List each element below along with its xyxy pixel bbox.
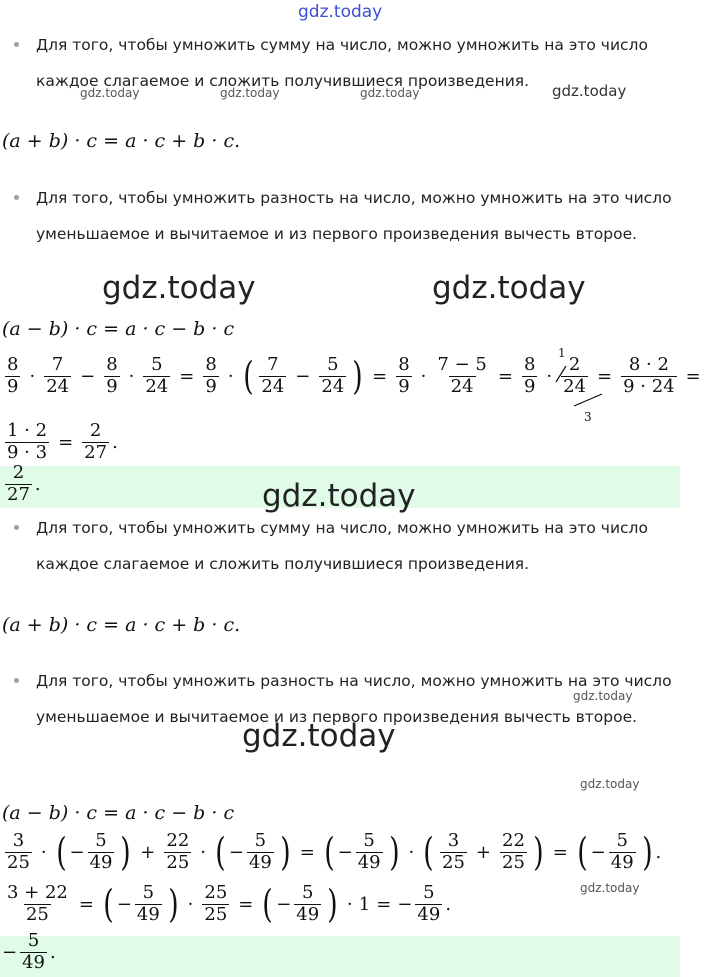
formula-sum: (a + b) · c = a · c + b · c.	[2, 130, 241, 152]
watermark-large: gdz.today	[432, 270, 586, 306]
fraction: $\frac{1 \cdot 2}{9 \cdot 3}$	[7, 420, 48, 463]
rule-sum-bullet	[0, 510, 680, 582]
fraction: $\frac{2}{27}$	[84, 420, 108, 463]
rule-diff-bullet	[0, 663, 680, 771]
cancel-index-top: 1	[558, 346, 566, 360]
fraction: $\frac{5}{49}$	[357, 830, 381, 873]
fraction: $\frac{3}{25}$	[442, 830, 465, 873]
watermark-medium: gdz.today	[552, 82, 627, 100]
rule-diff-text: Для того, чтобы умножить разность на число, можно умножить на это число уменьшаемое и вычитаемое и из первого произведения вычесть второе.	[36, 189, 672, 243]
fraction: $\frac{2}{24}$	[563, 354, 587, 397]
calc-row-2: $\frac{1 \cdot 2}{9 \cdot 3}$ = $\frac{2}{27}$ .	[7, 420, 118, 463]
answer-1: $\frac{2}{27}$ .	[7, 462, 41, 505]
watermark-top: gdz.today	[298, 2, 383, 22]
fraction: $\frac{8}{9}$	[205, 354, 217, 397]
formula-sum: (a + b) · c = a · c + b · c.	[2, 614, 241, 636]
calc-row-1: $\frac{8}{9}$ · $\frac{7}{24}$ − $\frac{8}{9}$ · $\frac{5}{24}$ = $\frac{8}{9}$ · ( $\frac{7}{24}$ − $\frac{5}{24}$ ) = $\frac{8}{9}$ · $\frac{7 - 5}{24}$ = $\frac{8}{9}$ · $\frac{2}{24}$ = $\frac{8 \cdot 2}{9 \cdot 24}$ =	[7, 354, 701, 399]
watermark-large: gdz.today	[262, 478, 416, 514]
fraction: $\frac{8}{9}$	[106, 354, 118, 397]
fraction: $\frac{5}{49}$	[296, 882, 320, 925]
watermark-small: gdz.today	[80, 86, 140, 100]
bullet-dot	[14, 42, 19, 47]
fraction: $\frac{5}{49}$	[22, 930, 45, 973]
watermark-small: gdz.today	[220, 86, 280, 100]
fraction: $\frac{7 - 5}{24}$	[437, 354, 487, 397]
fraction: $\frac{2}{27}$	[7, 462, 30, 505]
fraction: $\frac{5}{24}$	[321, 354, 345, 397]
fraction: $\frac{5}{49}$	[248, 830, 272, 873]
fraction: $\frac{22}{25}$	[502, 830, 525, 873]
fraction: $\frac{5}{49}$	[417, 882, 441, 925]
cancel-index-bottom: 3	[584, 410, 592, 424]
rule-diff-text: Для того, чтобы умножить разность на число, можно умножить на это число уменьшаемое и вычитаемое и из первого произведения вычесть второе.	[36, 672, 672, 726]
fraction: $\frac{8}{9}$	[523, 354, 536, 397]
bullet-dot	[14, 525, 19, 530]
fraction: $\frac{25}{25}$	[204, 882, 228, 925]
answer-box	[0, 936, 680, 977]
bullet-dot	[14, 678, 19, 683]
fraction: $\frac{3}{25}$	[7, 830, 30, 873]
formula-diff: (a − b) · c = a · c − b · c	[2, 802, 235, 824]
formula-diff: (a − b) · c = a · c − b · c	[2, 318, 235, 340]
fraction: $\frac{5}{49}$	[89, 830, 113, 873]
rule-sum-text: Для того, чтобы умножить сумму на число, можно умножить на это число каждое слагаемое и сложить получившиеся произведения.	[36, 519, 648, 573]
calc-row-2: $\frac{3 + 22}{25}$ = ( − $\frac{5}{49}$ ) · $\frac{25}{25}$ = ( − $\frac{5}{49}$ ) · 1 = − $\frac{5}{49}$ .	[7, 882, 452, 927]
fraction: $\frac{5}{49}$	[136, 882, 160, 925]
fraction: $\frac{7}{24}$	[261, 354, 285, 397]
watermark-large: gdz.today	[242, 718, 396, 754]
rule-sum-text: Для того, чтобы умножить сумму на число, можно умножить на это число каждое слагаемое и сложить получившиеся произведения.	[36, 36, 648, 90]
watermark-small: gdz.today	[580, 881, 640, 895]
fraction: $\frac{5}{49}$	[610, 830, 634, 873]
watermark-small: gdz.today	[580, 777, 640, 791]
fraction: $\frac{5}{24}$	[145, 354, 169, 397]
watermark-large: gdz.today	[102, 270, 256, 306]
fraction: $\frac{8}{9}$	[7, 354, 19, 397]
fraction-cancelled: $\frac{8 \cdot 2}{9 \cdot 24}$	[623, 354, 675, 397]
fraction: $\frac{8}{9}$	[398, 354, 410, 397]
answer-2: − $\frac{5}{49}$ .	[2, 930, 56, 973]
fraction: $\frac{22}{25}$	[166, 830, 190, 873]
fraction: $\frac{7}{24}$	[46, 354, 70, 397]
calc-row-1: $\frac{3}{25}$ · ( − $\frac{5}{49}$ ) + $\frac{22}{25}$ · ( − $\frac{5}{49}$ ) = ( − $\frac{5}{49}$ ) · ( $\frac{3}{25}$ + $\frac{22}{25}$ ) = ( − $\frac{5}{49}$ ) .	[7, 830, 662, 875]
watermark-small: gdz.today	[360, 86, 420, 100]
fraction: $\frac{3 + 22}{25}$	[7, 882, 68, 925]
cancel-strokes	[550, 360, 610, 410]
bullet-dot	[14, 195, 19, 200]
watermark-small: gdz.today	[573, 689, 633, 703]
